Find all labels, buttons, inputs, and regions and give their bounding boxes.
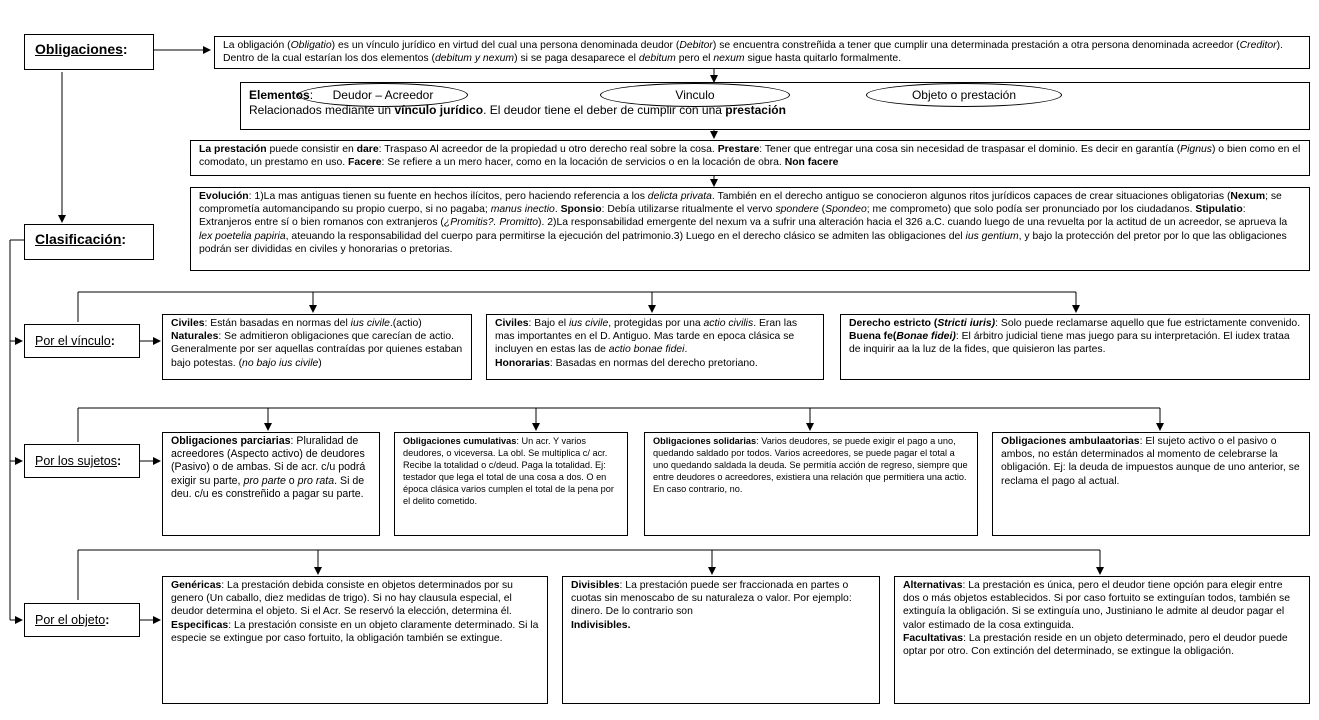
text-fragment: Indivisibles. (571, 619, 631, 631)
text-fragment: Honorarias (495, 357, 550, 369)
text-fragment: ). 2)La responsabilidad emergente del nexum va a sufrir una alteración hacia el 326 a.C. cuando luego de una revuelta por la actitud de un acreedor, se aprueva la (538, 217, 1288, 229)
vinculo-text: Vinculo (675, 88, 715, 102)
text-fragment: Civiles (495, 318, 529, 329)
colon: : (122, 41, 128, 57)
text-fragment: Prestare (717, 144, 760, 155)
text-fragment: ) o bien como en el comodato, un prestamo en uso. (199, 144, 1301, 169)
text-fragment: Facere (348, 157, 382, 169)
text-fragment: , y bajo la protección del pretor por lo que las obligaciones podrán ser divididas en civiles y honorarias o pretorias. (199, 230, 1287, 255)
text-fragment: Obligaciones cumulativas (403, 436, 517, 446)
obligaciones-title (24, 34, 154, 70)
elementos-label: Elementos (249, 88, 310, 102)
prestacion-box (190, 140, 1310, 176)
por-objeto-label (24, 603, 140, 637)
text-fragment: ( (818, 204, 826, 216)
text-fragment: ; se comprometía automancipando su propio cuerpo, si no pagaba; (199, 191, 1282, 216)
text-fragment: : La prestación puede ser fraccionada en partes o cuotas sin menoscabo de su naturaleza o valor. Por ejemplo: dinero. De lo contrario son (571, 580, 852, 618)
text-fragment: . (684, 344, 688, 356)
text-fragment: Relacionados mediante un (249, 103, 395, 117)
text-fragment: actio civilis (703, 318, 754, 329)
text-fragment: ). Dentro de la cual estarían los dos elementos ( (223, 40, 1283, 65)
text-fragment: lex poetelia papiria (199, 230, 286, 242)
text-fragment: ) si se paga desaparece el (514, 53, 639, 65)
text-fragment: : La prestación consiste en un objeto claramente determinado. Si la especie se extingue por caso fortuito, la obligación también se extingue. (171, 619, 539, 644)
text-fragment: debitum (638, 53, 676, 65)
colon: : (116, 454, 122, 468)
text-fragment: . El deudor tiene el deber de cumplir con una (483, 103, 726, 117)
colon: : (110, 334, 115, 348)
text-fragment: prestación (725, 103, 786, 117)
sujetos-box-parciarias (162, 432, 380, 536)
text-fragment: delicta privata (647, 191, 712, 202)
text-fragment: : Un acr. Y varios deudores, o viceversa. La obl. Se multiplica c/ acr. Recibe la totalidad o c/deud. Paga la totalidad. Ej: testador que lega el total de una cosa a dos. O en época clásica varios cumplen el total de la pena por el delito cometido. (403, 436, 614, 506)
text-fragment: ) es un vínculo jurídico en virtud del cual una persona denominada deudor ( (331, 40, 680, 51)
objeto-oval (866, 83, 1062, 107)
text-fragment: Evolución (199, 191, 249, 202)
text-fragment: dare (356, 144, 379, 155)
text-fragment: Genéricas (171, 580, 222, 591)
text-fragment: ) (318, 357, 322, 369)
por-sujetos-text: Por los sujetos (35, 454, 117, 468)
text-fragment: no bajo ius civile (242, 357, 319, 369)
text-fragment: o (285, 474, 298, 487)
text-fragment: . También en el derecho antiguo se conocieron algunos ritos jurídicos capaces de crear situaciones obligatorias ( (711, 191, 1231, 202)
text-fragment: sigue hasta quitarlo formalmente. (744, 53, 902, 65)
text-fragment: : La prestación es única, pero el deudor tiene opción para elegir entre dos o más objetos establecidos. Si por caso fortuito se extinguían todos, también se extinguía la obligación. Si se extinguía uno, Justiniano le admite al deudor pagar el valor estimado de la cosa extinguida. (903, 580, 1290, 631)
text-fragment: actio bonae fidei (608, 344, 685, 356)
deudor-acreedor-oval (298, 83, 468, 107)
text-fragment: : Extranjeros entre sí o bien romanos con extranjeros ( (199, 204, 1246, 229)
definicion-box (214, 36, 1310, 69)
text-fragment: .(actio) (389, 318, 422, 329)
text-fragment: pero el (675, 53, 714, 65)
por-vinculo-label (24, 324, 140, 358)
vinculo-box-civiles-naturales (162, 314, 472, 380)
text-fragment: La obligación ( (223, 40, 291, 51)
text-fragment: Bonae fidei) (896, 331, 956, 343)
text-fragment: puede consistir en (266, 144, 357, 155)
text-fragment: , protegidas por una (608, 318, 704, 329)
objeto-text: Objeto o prestación (911, 88, 1017, 102)
text-fragment: manus inectio (490, 204, 555, 216)
text-fragment: Stricti iuris) (937, 318, 996, 329)
text-fragment: debitum y nexum (434, 53, 515, 65)
text-fragment: Debitor (679, 40, 713, 51)
por-objeto-text: Por el objeto (35, 613, 106, 627)
text-fragment: : Basadas en normas del derecho pretoriano. (549, 357, 758, 369)
text-fragment: : 1)La mas antiguas tienen su fuente en hechos ilícitos, pero haciendo referencia a los (248, 191, 648, 202)
text-fragment: : Varios deudores, se puede exigir el pago a uno, quedando saldado por todos. Varios acreedores, se puede pagar el total a uno quedando saldada la deuda. Se permitía acción de regreso, siempre que entre deudores o acreedores, existiera una relación que permitiera una actio. En caso contrario, no. (653, 436, 968, 494)
text-fragment: La prestación (199, 144, 267, 155)
text-fragment: Obligatio (290, 40, 332, 51)
text-fragment: Civiles (171, 318, 205, 329)
text-fragment: Naturales (171, 331, 219, 343)
vinculo-box-civiles-honorarias (486, 314, 824, 380)
clasificacion-title (24, 224, 154, 260)
text-fragment: pro parte (243, 474, 286, 487)
text-fragment: , ateuando la responsabilidad del cuerpo para permitirse la ejecución del patrimonio.3) Luego en el derecho clásico se admiten las obligaciones del (285, 230, 966, 242)
text-fragment: . Eran las mas importantes en el D. Antiguo. Mas tarde en epoca clásica se incluyen en estas las de (495, 318, 798, 356)
por-sujetos-label (24, 444, 140, 478)
text-fragment: pro rata (297, 474, 335, 487)
text-fragment: : La prestación reside en un objeto determinado, pero el deudor puede optar por otro. Con extinción del determinado, se extingue la obligación. (903, 632, 1288, 658)
text-fragment: ius gentium (965, 230, 1019, 242)
text-fragment: . (554, 204, 561, 216)
sujetos-box-ambulatorias (992, 432, 1310, 536)
text-fragment: : Están basadas en normas del (204, 318, 351, 329)
text-fragment: Sponsio (560, 204, 602, 216)
colon: : (105, 613, 110, 627)
text-fragment: : La prestación debida consiste en objetos determinados por su genero (Un caballo, diez medidas de trigo). Si no hay clausula especial, el deudor determina el objeto. Si el Acr. Se reservó la elección, determina él. (171, 580, 513, 618)
text-fragment: nexum (713, 53, 745, 65)
text-fragment: ius civile (350, 318, 390, 329)
text-fragment: Derecho estricto ( (849, 318, 938, 329)
text-fragment: Alternativas (903, 580, 963, 591)
text-fragment: ius civile (568, 318, 609, 329)
text-fragment: Obligaciones solidarias (653, 436, 757, 446)
text-fragment: : Bajo el (528, 318, 569, 329)
text-fragment: . Si de deu. c/u es constreñido a pagar su parte. (171, 474, 365, 500)
text-fragment: Non facere (784, 157, 839, 169)
vinculo-box-derecho-estricto (840, 314, 1310, 380)
sujetos-box-cumulativas (394, 432, 628, 536)
text-fragment: Creditor (1239, 40, 1277, 51)
text-fragment: ¿Promitis?. Promitto (443, 217, 538, 229)
text-fragment: Stipulatio (1195, 204, 1243, 216)
text-fragment: : Tener que entregar una cosa sin necesidad de traspasar el dominio. Es decir en garantía ( (759, 144, 1181, 155)
text-fragment: : Traspaso Al acreedor de la propiedad u otro derecho real sobre la cosa. (378, 144, 718, 155)
evolucion-box (190, 187, 1310, 271)
colon: : (121, 231, 127, 247)
text-fragment: spondere (775, 204, 819, 216)
text-fragment: Especificas (171, 619, 229, 631)
deudor-acreedor-text: Deudor – Acreedor (332, 88, 434, 102)
text-fragment: Facultativas (903, 632, 964, 644)
text-fragment: : Debía utilizarse ritualmente el vervo (601, 204, 776, 216)
text-fragment: Pignus (1180, 144, 1212, 155)
text-fragment: ) se encuentra constreñida a tener que cumplir una determinada prestación a otra persona denominada acreedor ( (712, 40, 1240, 51)
text-fragment: Obligaciones parciarias (171, 435, 291, 447)
vinculo-oval (600, 83, 790, 107)
objeto-box-divisibles (562, 576, 880, 704)
obligaciones-label: Obligaciones (35, 41, 123, 57)
text-fragment: : El árbitro judicial tiene mas juego para su interpretación. El iudex trataa de inquirir aa la luz de la fides, que quisieron las partes. (849, 331, 1290, 356)
por-vinculo-text: Por el vínculo (35, 334, 111, 348)
text-fragment: vínculo jurídico (394, 103, 484, 117)
text-fragment: Nexum (1230, 191, 1266, 202)
text-fragment: : El sujeto activo o el pasivo o ambos, no están determinados al momento de celebrarse la obligación. Ej: la deuda de impuestos aunque de uno anterior, se reclama el pago al actual. (1001, 436, 1300, 487)
text-fragment: Divisibles (571, 580, 620, 591)
text-fragment: : Solo puede reclamarse aquello que fue estrictamente convenido. (995, 318, 1301, 329)
text-fragment: Spondeo (825, 204, 867, 216)
elementos-box: Elementos: Relacionados mediante un vínculo jurídico. El deudor tiene el deber de cumplir con una prestación (240, 82, 1310, 130)
sujetos-box-solidarias (644, 432, 978, 536)
clasificacion-label: Clasificación (35, 231, 122, 247)
text-fragment: ; me comprometo) que solo podía ser pronunciado por los ciudadanos. (866, 204, 1196, 216)
text-fragment: : Pluralidad de acreedores (Aspecto activo) de deudores (Pasivo) o de ambas. Si de acr. c/u podrá exigir su parte, (171, 435, 366, 487)
objeto-box-alternativas (894, 576, 1310, 704)
text-fragment: : Se refiere a un mero hacer, como en la locación de servicios o en la locación de obra. (381, 157, 785, 169)
text-fragment: Obligaciones ambulaatorias (1001, 436, 1140, 447)
objeto-box-genericas (162, 576, 548, 704)
text-fragment: Buena fe( (849, 331, 897, 343)
text-fragment: : Se admitieron obligaciones que carecían de actio. Generalmente por ser aquellas contraídas por quienes estaban bajo potestas. ( (171, 331, 463, 369)
